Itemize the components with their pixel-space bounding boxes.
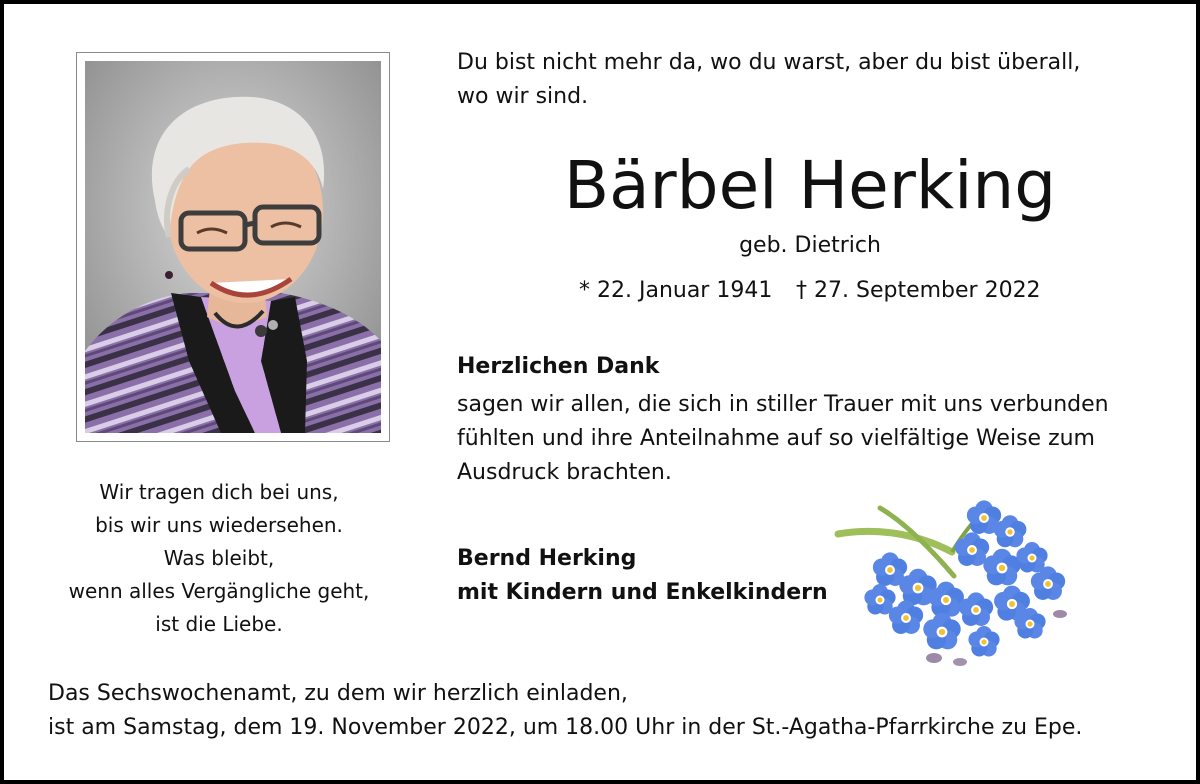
death-date: † 27. September 2022: [796, 278, 1041, 303]
deceased-name: Bärbel Herking: [563, 147, 1057, 224]
poem: [44, 476, 394, 641]
family-line-1: Bernd Herking: [457, 546, 637, 571]
thanks-line-3: Ausdruck brachten.: [457, 460, 672, 485]
portrait-photo: [85, 61, 381, 433]
family-line-2: mit Kindern und Enkelkindern: [457, 580, 828, 605]
poem-line-1: Wir tragen dich bei uns,: [99, 480, 339, 504]
flowers-image: [834, 492, 1094, 672]
poem-line-2: bis wir uns wiedersehen.: [95, 513, 343, 537]
poem-line-3: Was bleibt,: [163, 546, 275, 570]
poem-line-4: wenn alles Vergängliche geht,: [68, 579, 370, 603]
birth-date: * 22. Januar 1941: [579, 278, 773, 303]
forget-me-not-flowers: [834, 492, 1094, 672]
thanks-heading: Herzlichen Dank: [457, 354, 660, 379]
birth-name: geb. Dietrich: [739, 233, 881, 258]
service-line-2: ist am Samstag, dem 19. November 2022, um 18.00 Uhr in der St.-Agatha-Pfarrkirche zu Epe.: [48, 715, 1083, 740]
thanks-line-1: sagen wir allen, die sich in stiller Trauer mit uns verbunden: [457, 392, 1109, 417]
motto-line-2: wo wir sind.: [457, 84, 589, 109]
poem-line-5: ist die Liebe.: [155, 612, 283, 636]
portrait-image: [85, 61, 381, 433]
motto-line-1: Du bist nicht mehr da, wo du warst, aber du bist überall,: [457, 50, 1081, 75]
portrait-frame: [76, 52, 390, 442]
service-line-1: Das Sechswochenamt, zu dem wir herzlich einladen,: [48, 681, 628, 706]
thanks-line-2: fühlten und ihre Anteilnahme auf so vielfältige Weise zum: [457, 426, 1095, 451]
